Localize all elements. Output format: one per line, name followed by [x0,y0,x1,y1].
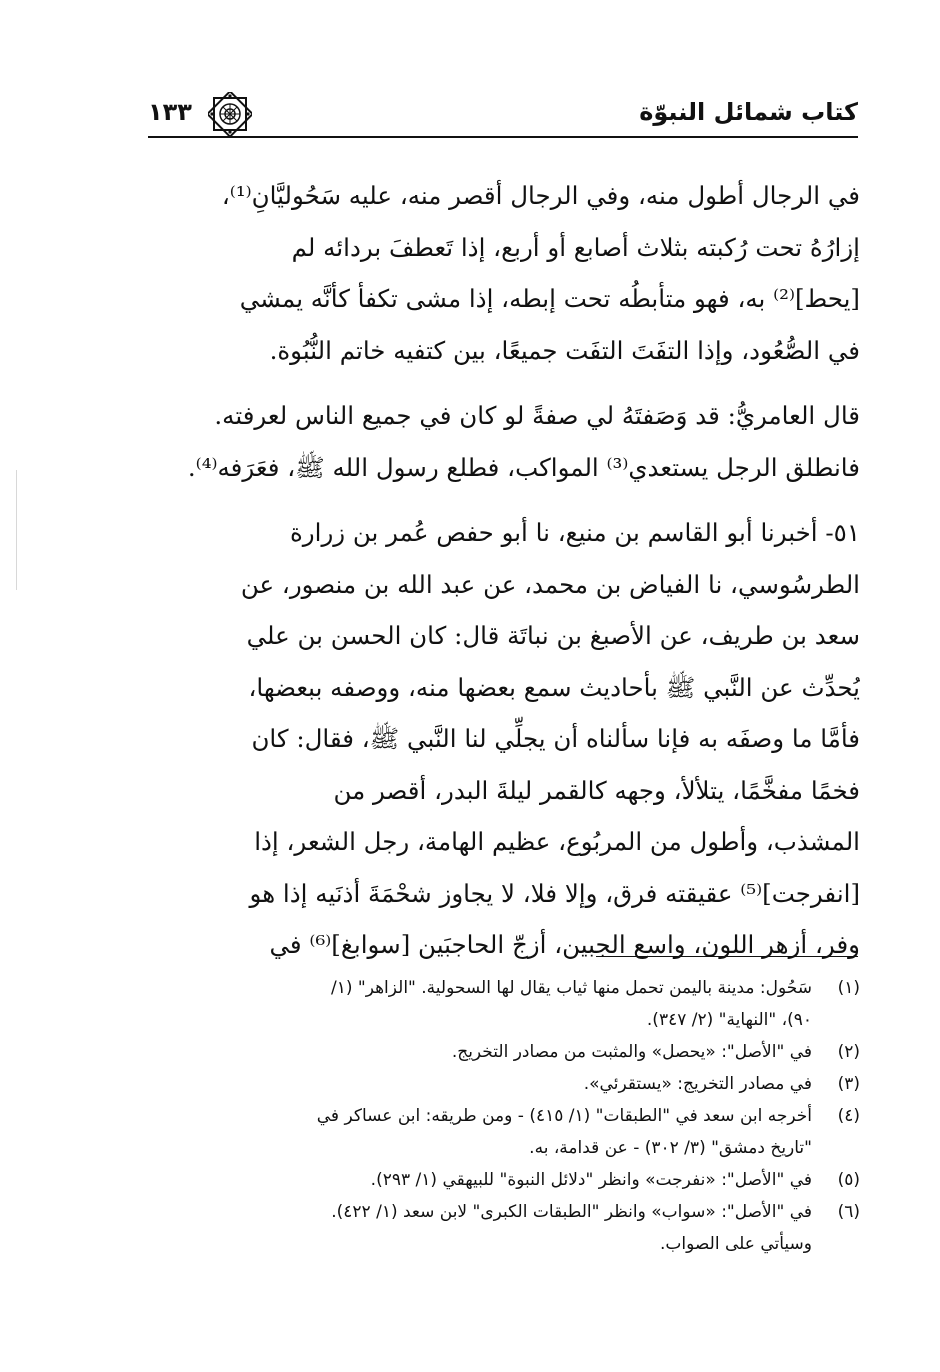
footnote-separator [596,956,858,957]
scan-edge-mark [16,470,17,590]
footnote-number: (٤) [837,1106,860,1126]
text-line: قال العامريُّ: قد وَصَفتَهُ لي صفةً لو كان في جميع الناس لعرفته. [214,401,860,430]
footnote-line: ٩٠)، "النهاية" (٢/ ٣٤٧). [646,1010,812,1030]
text-line: فأمَّا ما وصفَه به فإنا سألناه أن يجلِّي لنا النَّبي ﷺ، فقال: كان [251,724,860,753]
octagonal-star-ornament-icon [208,92,252,136]
text-line: فانطلق الرجل يستعدي⁽³⁾ المواكب، فطلع رسول الله ﷺ، فعَرَفه⁽⁴⁾. [187,452,860,482]
paragraph-gap [148,376,860,390]
text-line: فخمًا مفخَّمًا، يتلألأ، وجهه كالقمر ليلةَ البدر، أقصر من [333,775,860,805]
footnote-line: في "الأصل": «نفرجت» وانظر "دلائل النبوة" للبيهقي (١/ ٢٩٣). [370,1170,812,1190]
footnote-text [148,1196,826,1260]
footnote-number: (٥) [837,1170,860,1190]
paragraph-description [148,170,860,376]
footnote-2 [148,1036,860,1068]
text-line: المشذب، وأطول من المربُوع، عظيم الهامة، رجل الشعر، إذا [254,827,860,856]
book-title: كتاب شمائل النبوّة [639,98,858,126]
footnote-number: (٢) [837,1042,860,1062]
text-line: في الرجال أطول منه، وفي الرجال أقصر منه، عليه سَحُوليَّانِ⁽¹⁾، [221,181,860,210]
footnote-5 [148,1164,860,1196]
footnote-line: سَحُول: مدينة باليمن تحمل منها ثياب يقال لها السحولية. "الزاهر" (١/ [330,978,812,998]
footnote-text [148,1068,826,1100]
footnote-text [148,1036,826,1068]
text-line: ٥١- أخبرنا أبو القاسم بن منيع، نا أبو حفص عُمر بن زرارة [289,518,860,547]
footnote-line: في "الأصل": «سواب» وانظر "الطبقات الكبرى" لابن سعد (١/ ٤٢٢). [331,1202,812,1222]
footnote-text [148,972,826,1036]
text-line: [يحط]⁽²⁾ به، فهو متأبطُه تحت إبطه، إذا مشى تكفأ كأنَّه يمشي [239,284,860,313]
footnote-4 [148,1100,860,1164]
footnote-3 [148,1068,860,1100]
footnote-1 [148,972,860,1036]
footnote-number: (٣) [837,1074,860,1094]
text-line: في الصُّعُود، وإذا التفَتَ التفَت جميعًا، بين كتفيه خاتم النُّبُوة. [269,335,860,365]
paragraph-amiri [148,390,860,493]
text-line: وفر، أزهر اللون، واسع الجبين، أزجّ الحاجبَين [سوابغ]⁽⁶⁾ في [269,930,860,959]
footnote-number: (٦) [837,1202,860,1222]
text-line: يُحدِّث عن النَّبي ﷺ بأحاديث سمع بعضها منه، ووصفه ببعضها، [248,672,860,702]
footnote-text [148,1164,826,1196]
footnote-line: في مصادر التخريج: «يستقرئي». [583,1074,812,1094]
paragraph-gap [148,493,860,507]
paragraph-hadith-51 [148,507,860,971]
text-line: إزارُهُ تحت رُكبته بثلاث أصابع أو أربع، إذا تَعطفَ بردائه لم [291,232,860,262]
footnote-line: أخرجه ابن سعد في "الطبقات" (١/ ٤١٥) - ومن طريقه: ابن عساكر في [316,1106,812,1126]
footnote-text [148,1100,826,1164]
text-line: [انفرجت]⁽⁵⁾ عقيقته فرق، وإلا فلا، لا يجاوز شحْمَةَ أذنَيه إذا هو [249,878,860,908]
page-header [148,92,858,138]
footnote-number: (١) [837,978,860,998]
text-line: الطرسُوسي، نا الفياض بن محمد، عن عبد الله بن منصور، عن [240,569,860,599]
text-line: سعد بن طريف، عن الأصبغ بن نباتَة قال: كان الحسن بن علي [246,621,860,650]
footnote-line: "تاريخ دمشق" (٣/ ٣٠٢) - عن قدامة، به. [529,1138,812,1158]
main-text [148,170,860,971]
header-rule [148,136,858,138]
footnotes [148,972,860,1260]
page-number: ١٣٣ [148,98,192,126]
footnote-6 [148,1196,860,1260]
footnote-line: وسيأتي على الصواب. [660,1234,812,1254]
footnote-line: في "الأصل": «يحصل» والمثبت من مصادر التخريج. [451,1042,812,1062]
